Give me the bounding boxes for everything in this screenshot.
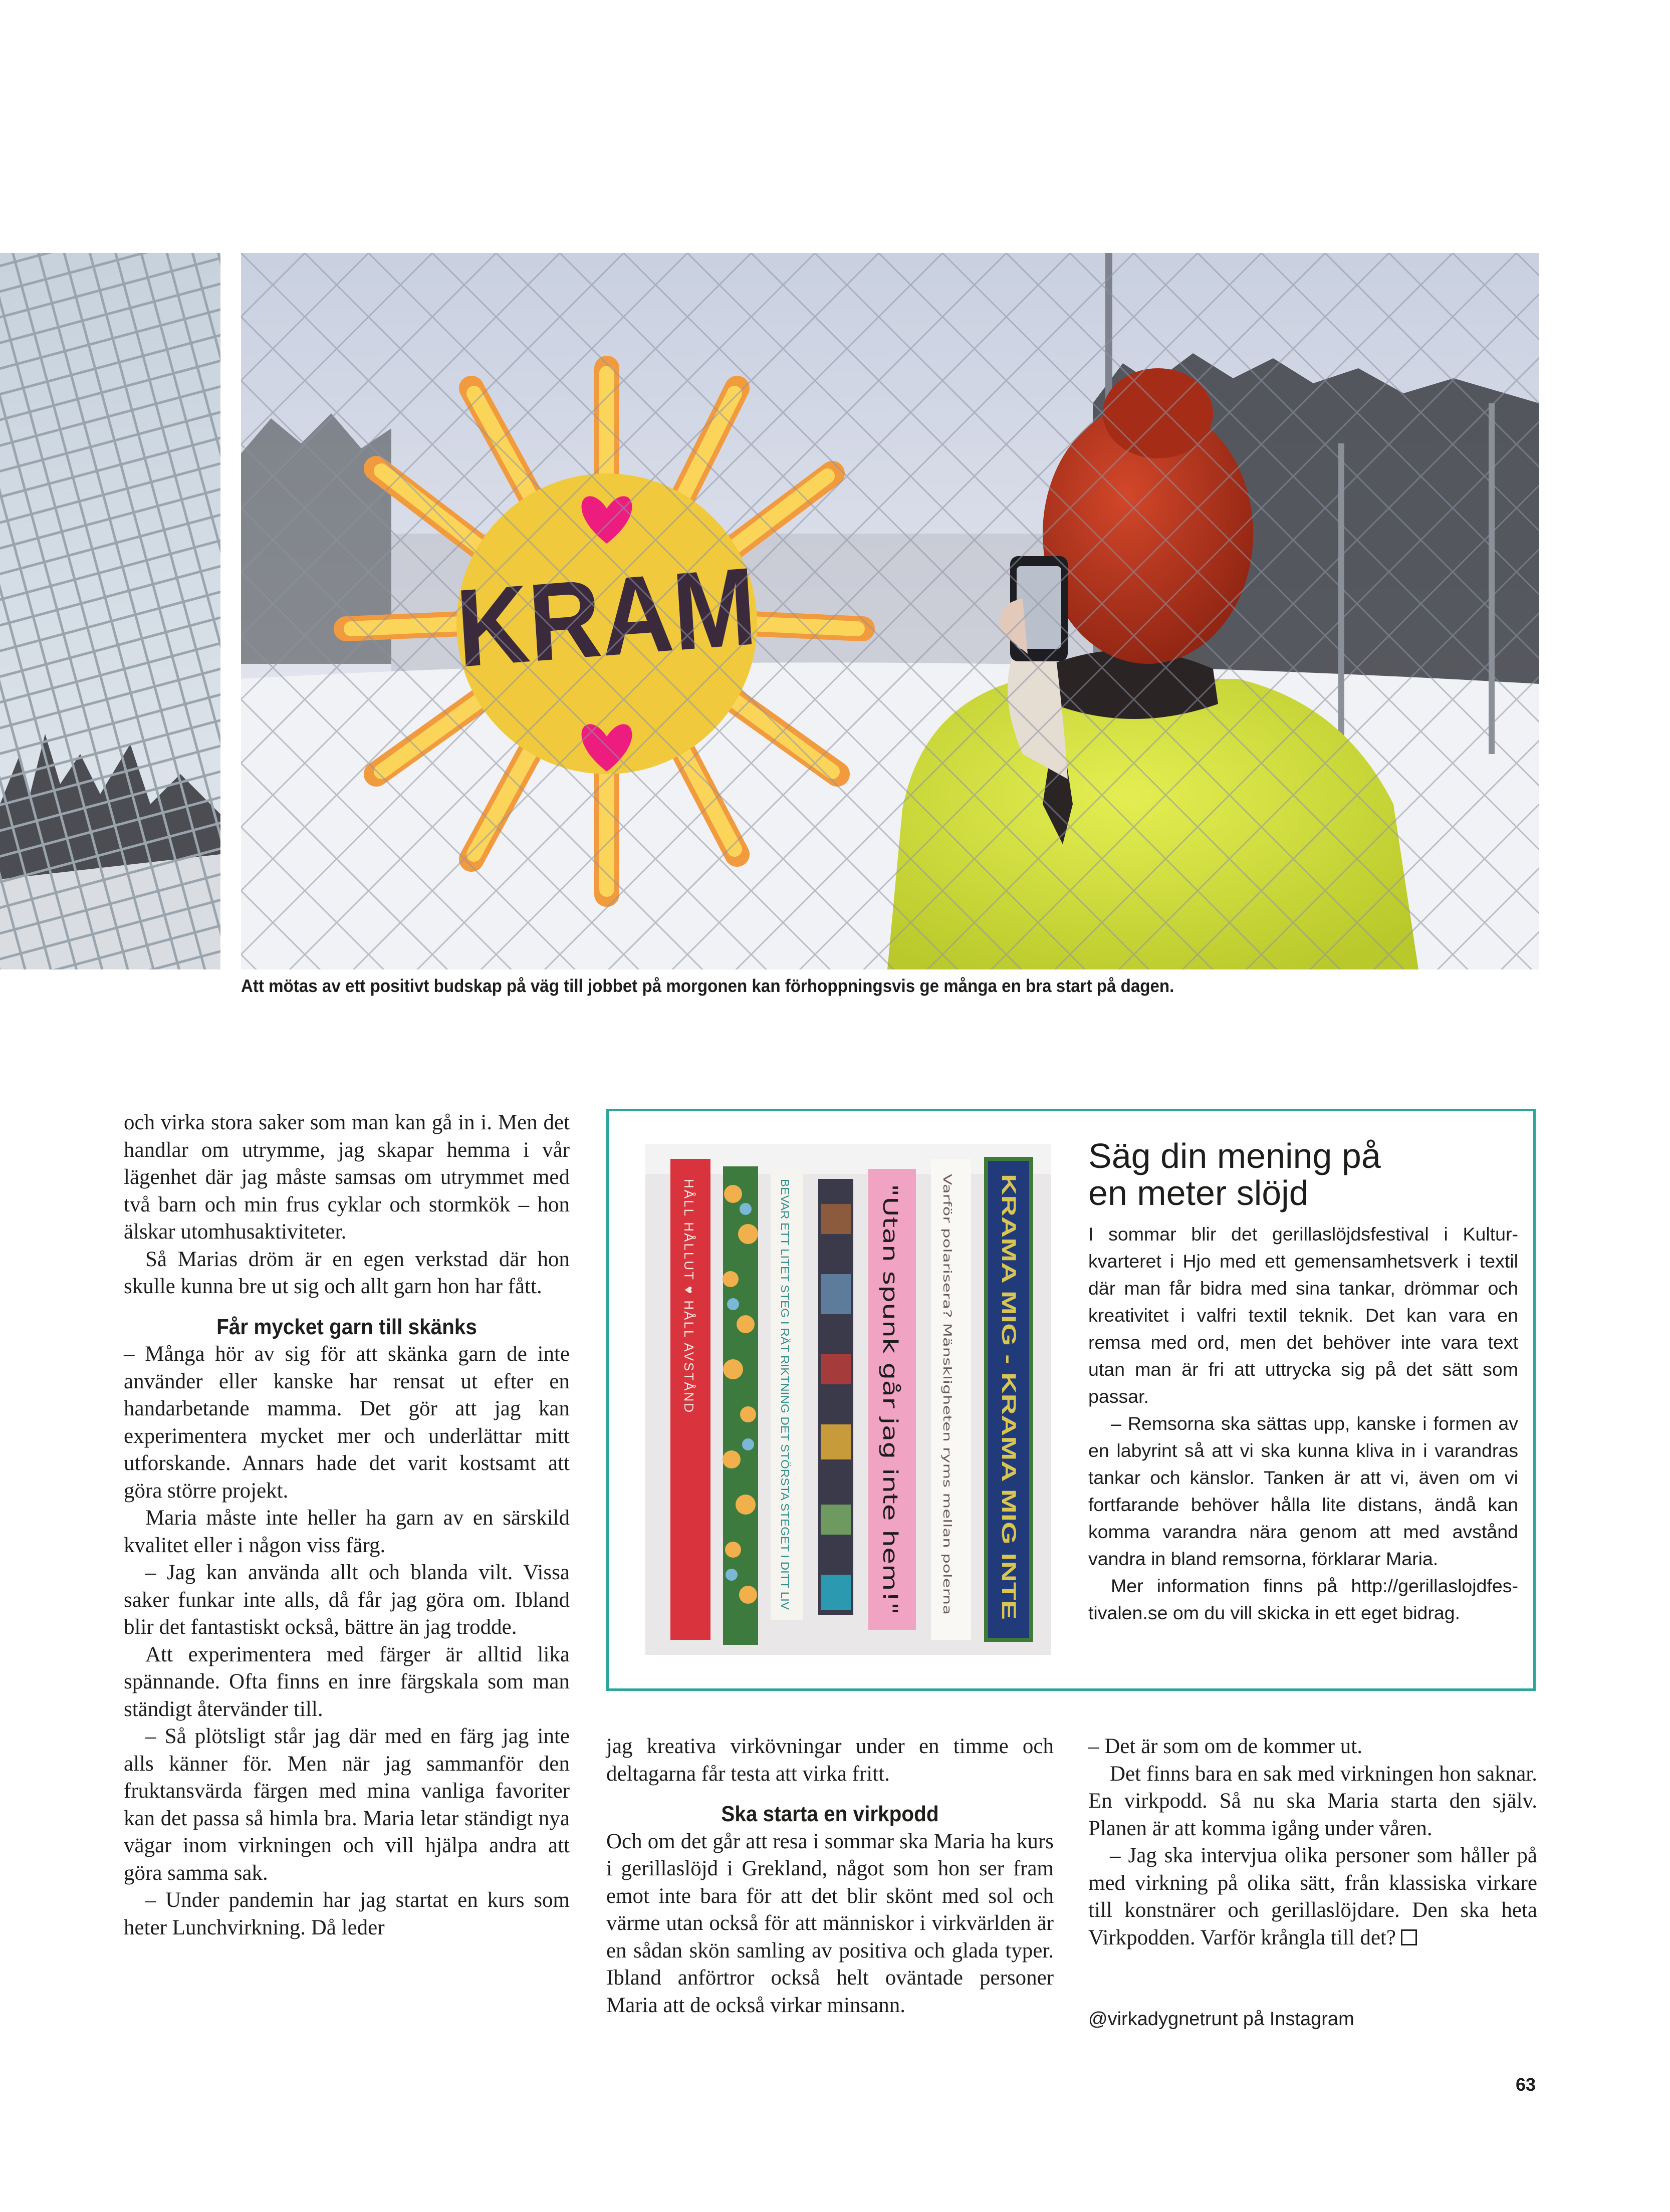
sidebar-paragraph: – Remsorna ska sättas upp, kanske i formen av en labyrint så att vi ska kunna kliva in i varandras tankar och känslor. Tanken är att vi, även om vi fortfarande behöver hålla lite distans, ändå kan komma varandra nära genom att med avstånd vandra in bland remsorna, förklarar Maria. [1088, 1413, 1518, 1569]
paragraph-text: – Jag ska intervjua olika personer som håller på med virkning på olika sätt, från klassiska virkare till konstnärer och gerillaslöjdare. Den ska heta Virkpodden. Varför krångla till det? [1088, 1844, 1537, 1949]
paragraph [1088, 1842, 1537, 1951]
paragraph: – Det är som om de kommer ut. [1088, 1735, 1362, 1758]
paragraph: och virka stora saker som man kan gå in i. Men det handlar om utrymme, jag skapar hemma i vår lägenhet där jag måste samsas om utrymmet med två barn och min frus cyklar och stormkök – hon älskar utomhusaktiviteter. [124, 1111, 570, 1244]
article-column-3 [1088, 1733, 1537, 1951]
sidebar-paragraph: Mer information finns på http://gerillaslojdfestivalen.se om du vill skicka in ett eget bidrag. [1088, 1575, 1518, 1623]
paragraph: Så Marias dröm är en egen verkstad där hon skulle kunna bre ut sig och allt garn hon har fått. [124, 1247, 570, 1298]
paragraph: Att experimentera med färger är alltid lika spännande. Ofta finns en inre färgskala som man ständigt återvänder till. [124, 1642, 570, 1721]
paragraph: jag kreativa virkövningar under en timme och deltagarna får testa att virka fritt. [606, 1735, 1054, 1786]
banner-7-text: KRAMA MIG - KRAMA MIG INTE [998, 1174, 1020, 1478]
photo-kram-sun [241, 253, 1539, 969]
paragraph: – Under pandemin har jag startat en kurs som heter Lunchvirkning. Då leder [124, 1888, 570, 1939]
paragraph: Maria måste inte heller ha garn av en särskild kvalitet eller i någon viss färg. [124, 1506, 570, 1557]
sidebar-text [1088, 1220, 1518, 1626]
paragraph: Och om det går att resa i sommar ska Maria ha kurs i gerillaslöjd i Grekland, något som hon ser fram emot inte bara för att det blir skönt med sol och värme utan också för att människor i virkvärlden är en sådan skön samling av positiva och glada typer. Ibland anförtror också helt oväntade personer Maria att de också virkar minsann. [606, 1829, 1054, 2017]
banner-3-text: BEVAR ETT LITET STEG I RÄT RIKTNING DET STÖRSTA STEGET I DITT LIV [779, 1179, 791, 1571]
sidebar-title-line-1: Säg din mening på [1088, 1136, 1381, 1175]
sidebar-paragraph: I sommar blir det gerillaslöjdsfestival i Kulturkvarteret i Hjo med ett gemensamhetsverk i textil där man får bidra med sina tankar, drömmar och kreativitet i valfri textil teknik. Det kan vara en remsa med ord, men det behöver inte vara text utan man är fri att uttrycka sig på det sätt som passar. [1088, 1223, 1518, 1407]
article-column-2 [606, 1733, 1054, 2019]
banner-1-text: HÅLL HÅLLUT ♥ HÅLL AVSTÅND [681, 1179, 696, 1414]
banner-5-text: "Utan spunk går jag inte hem!" [878, 1184, 901, 1497]
paragraph: – Många hör av sig för att skänka garn de inte använder eller kanske har rensat ut efter en handarbetande mamma. Det gör att jag kan experimentera mycket mer och underlättar mitt utforskande. Annars hade det varit kostsamt att göra större projekt. [124, 1342, 570, 1503]
photo-caption: Att mötas av ett positivt budskap på väg till jobbet på morgonen kan förhoppningsvis ge många en bra start på dagen. [241, 975, 1174, 996]
paragraph: – Jag kan använda allt och blanda vilt. Vissa saker funkar inte alls, då får jag göra om. Ibland blir det fantastiskt också, bättre än jag trodde. [124, 1561, 570, 1639]
photo-textile-banners [645, 1144, 1051, 1655]
sidebar-title [1088, 1137, 1519, 1211]
photo-fence-left [0, 253, 220, 969]
subheading-garn: Får mycket garn till skänks [216, 1314, 477, 1339]
end-mark-icon [1401, 1929, 1417, 1945]
banner-6-text: Varför polarisera? Mänskligheten ryms mellan polerna [940, 1174, 953, 1472]
paragraph: Det finns bara en sak med virkningen hon saknar. En virkpodd. Så nu ska Maria starta den själv. Planen är att komma igång under våren. [1088, 1762, 1537, 1840]
article-column-1 [124, 1109, 570, 1941]
instagram-handle: @virkadygnetrunt på Instagram [1088, 2009, 1354, 2030]
page-number: 63 [1515, 2074, 1536, 2095]
paragraph: – Så plötsligt står jag där med en färg jag inte alls känner för. Men när jag sammanför den fruktansvärda färgen med mina vanliga favoriter kan det passa så himla bra. Maria letar ständigt nya vägar inom virkningen och vill hjälpa andra att göra samma sak. [124, 1725, 570, 1885]
sidebar-title-line-2: en meter slöjd [1088, 1173, 1309, 1212]
subheading-virkpodd: Ska starta en virkpodd [721, 1802, 939, 1826]
